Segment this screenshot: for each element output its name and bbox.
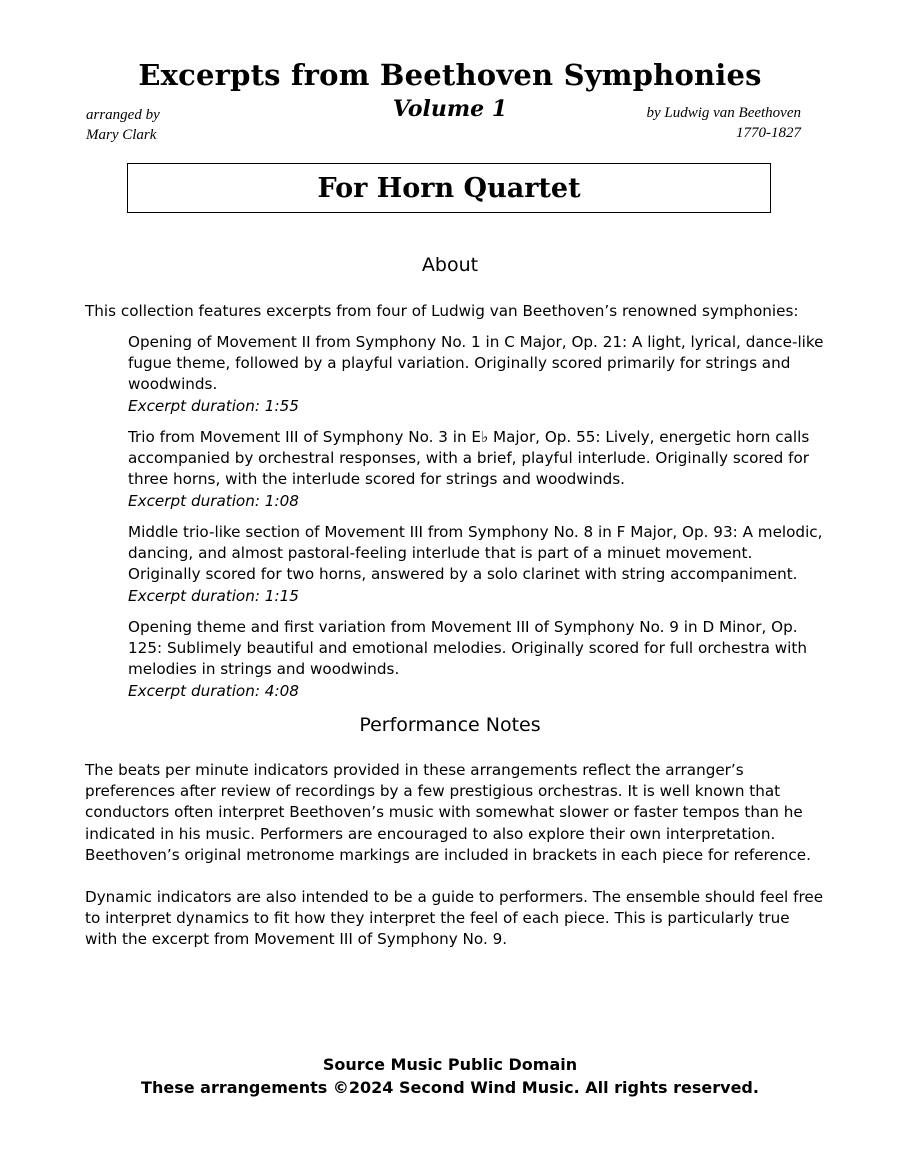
composer-name: by Ludwig van Beethoven	[646, 105, 801, 121]
arranger-credit	[86, 105, 160, 145]
excerpt-item-3	[128, 522, 828, 607]
instrumentation-box: For Horn Quartet	[127, 163, 771, 213]
excerpt-title: Opening theme and first variation from Movement III of Symphony No. 9 in D Minor, Op. 125	[128, 618, 798, 658]
excerpt-item-1	[128, 332, 828, 417]
excerpt-description: : A melodic, dancing, and almost pastoral-feeling interlude that is part of a minuet movement. Originally scored for two horns, answered by a solo clarinet with string accompaniment.	[128, 523, 823, 584]
footer-copyright: These arrangements ©2024 Second Wind Music. All rights reserved.	[141, 1078, 759, 1097]
about-heading: About	[421, 254, 479, 276]
excerpt-description: : Sublimely beautiful and emotional melodies. Originally scored for full orchestra with melodies in strings and woodwinds.	[128, 639, 807, 679]
excerpt-item-4	[128, 617, 828, 702]
excerpt-item-2	[128, 427, 828, 512]
excerpt-title: Trio from Movement III of Symphony No. 3 in E♭ Major, Op. 55	[128, 428, 596, 446]
about-intro: This collection features excerpts from four of Ludwig van Beethoven’s renowned symphonies:	[85, 302, 799, 320]
excerpt-title: Middle trio-like section of Movement III from Symphony No. 8 in F Major, Op. 93	[128, 523, 733, 541]
excerpt-title: Opening of Movement II from Symphony No. 1 in C Major, Op. 21	[128, 333, 623, 351]
arranged-by-label: arranged by	[86, 107, 160, 123]
excerpt-description: : A light, lyrical, dance-like fugue theme, followed by a playful variation. Originally scored primarily for strings and woodwinds.	[128, 333, 824, 394]
excerpt-duration: Excerpt duration: 1:55	[128, 396, 299, 415]
volume-subtitle: Volume 1	[392, 96, 508, 122]
excerpt-duration: Excerpt duration: 1:15	[128, 586, 299, 605]
performance-notes-heading: Performance Notes	[359, 714, 541, 736]
footer-source: Source Music Public Domain	[322, 1055, 578, 1074]
excerpt-duration: Excerpt duration: 4:08	[128, 681, 299, 700]
performance-notes-paragraph-1: The beats per minute indicators provided in these arrangements reflect the arranger’s preferences after review of recordings by a few prestigious orchestras. It is well known that conductors often interpret Beethoven’s music with somewhat slower or faster tempos than he indicated in his music. Performers are encouraged to also explore their own interpretation. Beethoven’s original metronome markings are included in brackets in each piece for reference.	[85, 761, 811, 864]
composer-credit	[646, 103, 801, 143]
excerpt-description: : Lively, energetic horn calls accompanied by orchestral responses, with a brief, playful interlude. Originally scored for three horns, with the interlude scored for strings and woodwinds.	[128, 428, 810, 489]
performance-notes-paragraph-2: Dynamic indicators are also intended to be a guide to performers. The ensemble should feel free to interpret dynamics to fit how they interpret the feel of each piece. This is particularly true with the excerpt from Movement III of Symphony No. 9.	[85, 888, 824, 949]
arranger-name: Mary Clark	[86, 127, 157, 143]
excerpt-duration: Excerpt duration: 1:08	[128, 491, 299, 510]
composer-dates: 1770-1827	[736, 125, 801, 141]
document-title: Excerpts from Beethoven Symphonies	[138, 58, 762, 92]
